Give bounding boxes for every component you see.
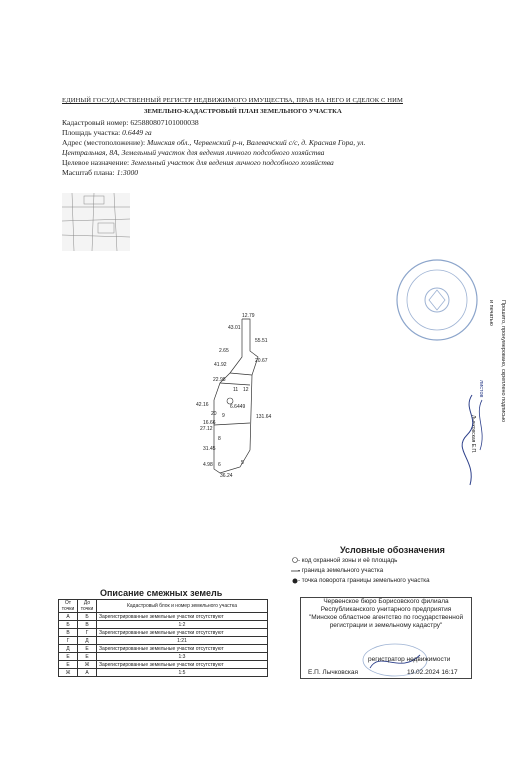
plan-label-p16: 16.66: [203, 420, 216, 426]
cell-from: В: [59, 629, 78, 637]
cell-to: Д: [78, 637, 97, 645]
cell-from: Б: [59, 621, 78, 629]
zone-icon: [293, 558, 298, 563]
bureau-line4: регистрации и земельному кадастру": [329, 622, 443, 629]
registrar-label: регистратор недвижимости: [368, 656, 451, 663]
cell-desc: Зарегистрированные земельные участки отсутствуют: [97, 645, 268, 653]
cell-desc: 1:5: [97, 669, 268, 677]
plan-label-r2: 20.67: [255, 358, 268, 364]
table-row: [59, 653, 268, 661]
scale-label: Масштаб плана:: [62, 168, 115, 177]
plan-label-l1: 43.01: [228, 325, 241, 331]
table-row: [59, 613, 268, 621]
plan-label-r1: 55.51: [255, 338, 268, 344]
plan-label-p20: 20: [211, 411, 217, 417]
plan-label-n1: 11: [233, 387, 239, 393]
turn-point-icon: [293, 579, 298, 584]
side-note: [496, 300, 508, 450]
plan-label-zone-code: 6.6449: [230, 404, 246, 410]
cell-from: Е: [59, 653, 78, 661]
side-note-line2: и печатью: [488, 300, 494, 326]
table-row: [59, 661, 268, 669]
registry-title: ЕДИНЫЙ ГОСУДАРСТВЕННЫЙ РЕГИСТР НЕДВИЖИМОГО ИМУЩЕСТВА, ПРАВ НА НЕГО И СДЕЛОК С НИМ: [62, 97, 403, 104]
area-label: Площадь участка:: [62, 128, 121, 137]
area-line: [62, 128, 152, 137]
plan-label-p6: 6: [218, 462, 221, 468]
cadastral-value: 625880807101000038: [130, 118, 199, 127]
table-row: [59, 669, 268, 677]
purpose-line: [62, 158, 334, 167]
purpose-value: Земельный участок для ведения личного подсобного хозяйства: [130, 158, 334, 167]
table-row: [59, 629, 268, 637]
legend-item-point: - точка поворота границы земельного участка: [298, 577, 430, 584]
address-value-1: Минская обл., Червенский р-н, Валевачский с/с, д. Красная Гора, ул.: [146, 138, 366, 147]
plan-label-l2: 2.65: [219, 348, 229, 354]
cell-desc: Зарегистрированные земельные участки отсутствуют: [97, 629, 268, 637]
scale-line: [62, 168, 138, 177]
side-note-line3: листов: [478, 380, 484, 398]
plan-label-right-side: 131.64: [256, 414, 272, 420]
adjacent-title: Описание смежных земель: [100, 588, 223, 598]
plan-label-p31: 31.45: [203, 446, 216, 452]
adjacent-table: [58, 599, 268, 677]
table-header-row: [59, 600, 268, 613]
cell-desc: Зарегистрированные земельные участки отсутствуют: [97, 613, 268, 621]
plan-label-p27: 27.12: [200, 426, 213, 432]
cell-to: А: [78, 669, 97, 677]
table-row: [59, 637, 268, 645]
cell-from: А: [59, 613, 78, 621]
plan-label-mid: 22.98: [213, 377, 226, 383]
cell-to: Е: [78, 645, 97, 653]
cadastral-number: [62, 118, 199, 127]
plan-label-l3: 41.92: [214, 362, 227, 368]
address-value-2: Центральная, 8А, Земельный участок для ведения личного подсобного хозяйства: [62, 148, 325, 157]
cell-to: Е: [78, 653, 97, 661]
col-desc: Кадастровый блок и номер земельного участка: [97, 600, 268, 613]
legend-item-zone: - код охранной зоны и её площадь: [298, 557, 398, 564]
legend-title: Условные обозначения: [340, 545, 445, 555]
plan-label-top: 12.79: [242, 313, 255, 319]
bureau-line1: Червенское бюро Борисовского филиала: [323, 598, 449, 605]
cell-to: Г: [78, 629, 97, 637]
round-stamp: [395, 258, 479, 342]
cell-desc: 1:3: [97, 653, 268, 661]
cell-to: В: [78, 621, 97, 629]
cell-from: Е: [59, 661, 78, 669]
cell-desc: 1:21: [97, 637, 268, 645]
plan-label-p5: 5: [241, 460, 244, 466]
plan-label-left-side: 42.16: [196, 402, 209, 408]
plan-title: ЗЕМЕЛЬНО-КАДАСТРОВЫЙ ПЛАН ЗЕМЕЛЬНОГО УЧАСТКА: [144, 108, 342, 115]
area-value: 0.6449 га: [122, 128, 152, 137]
col-from: От точки: [59, 600, 78, 613]
side-note-sign: Лычковская Е.П.: [470, 415, 476, 454]
plan-label-bottom: 36.24: [220, 473, 233, 479]
overview-map: [62, 193, 130, 251]
cell-to: Б: [78, 613, 97, 621]
side-handwriting: [452, 390, 492, 490]
cell-desc: 1:2: [97, 621, 268, 629]
bureau-line3: "Минское областное агентство по государственной: [308, 614, 464, 621]
cell-from: Ж: [59, 669, 78, 677]
side-note-line1: Прошито, пронумеровано, скреплено подписью: [500, 300, 506, 423]
purpose-label: Целевое назначение:: [62, 158, 130, 167]
legend-item-border: - граница земельного участка: [298, 567, 384, 574]
address-line: [62, 138, 365, 147]
plan-label-p8: 8: [218, 436, 221, 442]
address-label: Адрес (местоположение):: [62, 138, 146, 147]
col-to: До точки: [78, 600, 97, 613]
cell-desc: Зарегистрированные земельные участки отсутствуют: [97, 661, 268, 669]
signer-name: Е.П. Лычковская: [308, 669, 359, 676]
address-line-2: [62, 148, 324, 157]
cell-from: Г: [59, 637, 78, 645]
sign-date: 19.02.2024 16:17: [407, 669, 458, 676]
scale-value: 1:3000: [116, 168, 139, 177]
plan-label-p9: 9: [222, 413, 225, 419]
plan-label-p498: 4.98: [203, 462, 213, 468]
bureau-line2: Республиканского унитарного предприятия: [320, 606, 452, 613]
table-row: [59, 645, 268, 653]
cadastral-label: Кадастровый номер:: [62, 118, 129, 127]
table-row: [59, 621, 268, 629]
cell-to: Ж: [78, 661, 97, 669]
cell-from: Д: [59, 645, 78, 653]
plan-label-n2: 12: [243, 387, 249, 393]
